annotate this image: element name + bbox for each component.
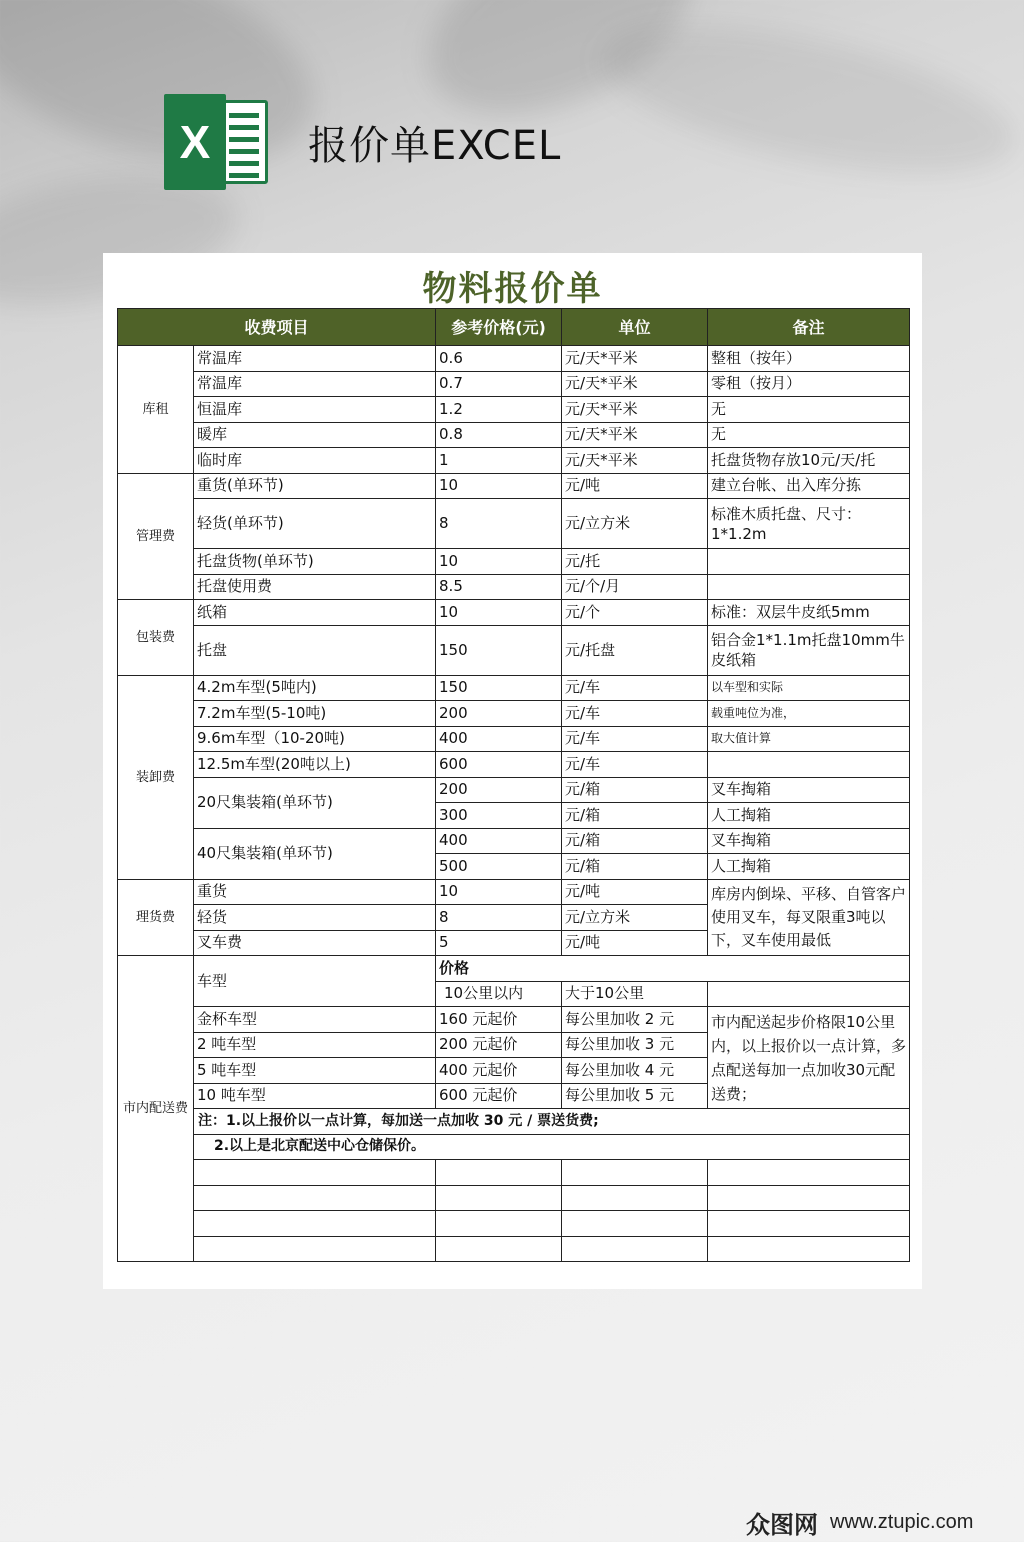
price-cell: 200 元起价 — [436, 1032, 562, 1058]
table-row — [118, 701, 910, 727]
table-row — [118, 499, 910, 549]
item-cell: 20尺集装箱(单环节) — [194, 777, 436, 828]
item-cell: 轻货(单环节) — [194, 499, 436, 549]
note-cell: 托盘货物存放10元/天/托 — [708, 448, 910, 474]
price-cell: 8 — [436, 905, 562, 931]
price-cell: 0.6 — [436, 346, 562, 372]
table-row — [118, 777, 910, 803]
note-cell: 铝合金1*1.1m托盘10mm牛皮纸箱 — [708, 625, 910, 675]
table-row — [118, 473, 910, 499]
table-row — [118, 625, 910, 675]
sub-header-within: 10公里以内 — [436, 981, 562, 1007]
note-cell: 载重吨位为准， — [708, 701, 910, 727]
item-cell: 常温库 — [194, 346, 436, 372]
table-row — [118, 1007, 910, 1033]
footnote-1: 注：1.以上报价以一点计算，每加送一点加收 30 元 / 票送货费; — [194, 1109, 910, 1135]
item-cell: 暖库 — [194, 422, 436, 448]
item-cell: 12.5m车型(20吨以上) — [194, 752, 436, 778]
unit-cell: 元/天*平米 — [562, 371, 708, 397]
unit-cell: 元/天*平米 — [562, 448, 708, 474]
unit-cell: 元/托盘 — [562, 625, 708, 675]
empty-row — [118, 1236, 910, 1262]
table-row — [118, 1134, 910, 1160]
item-cell: 金杯车型 — [194, 1007, 436, 1033]
unit-cell: 元/个/月 — [562, 574, 708, 600]
quote-table — [117, 308, 910, 1262]
price-label: 价格 — [436, 956, 910, 982]
note-cell: 零租（按月） — [708, 371, 910, 397]
col-header-unit: 单位 — [562, 309, 708, 346]
item-cell: 重货 — [194, 879, 436, 905]
table-row — [118, 448, 910, 474]
price-cell: 600 — [436, 752, 562, 778]
item-cell: 重货(单环节) — [194, 473, 436, 499]
note-cell — [708, 981, 910, 1007]
category-management: 管理费 — [118, 473, 194, 600]
category-loading: 装卸费 — [118, 675, 194, 879]
empty-row — [118, 1185, 910, 1211]
col-header-note: 备注 — [708, 309, 910, 346]
handling-note: 库房内倒垛、平移、自管客户使用叉车，每叉限重3吨以下，叉车使用最低 — [711, 884, 907, 949]
page-title: 报价单EXCEL — [308, 122, 562, 169]
price-cell: 500 — [436, 854, 562, 880]
table-row — [118, 675, 910, 701]
item-cell: 常温库 — [194, 371, 436, 397]
item-cell: 叉车费 — [194, 930, 436, 956]
unit-cell: 元/箱 — [562, 777, 708, 803]
price-cell: 1 — [436, 448, 562, 474]
item-cell: 托盘货物(单环节) — [194, 549, 436, 575]
price-cell: 600 元起价 — [436, 1083, 562, 1109]
table-row — [118, 879, 910, 905]
page-header — [164, 94, 561, 190]
unit-cell: 元/个 — [562, 600, 708, 626]
note-cell: 标准：双层牛皮纸5mm — [708, 600, 910, 626]
unit-cell: 元/箱 — [562, 828, 708, 854]
table-row — [118, 346, 910, 372]
unit-cell: 每公里加收 2 元 — [562, 1007, 708, 1033]
price-cell: 0.8 — [436, 422, 562, 448]
item-cell: 托盘 — [194, 625, 436, 675]
category-handling: 理货费 — [118, 879, 194, 956]
category-storage: 库租 — [118, 346, 194, 474]
note-cell — [708, 574, 910, 600]
unit-cell: 元/车 — [562, 726, 708, 752]
vehicle-label: 车型 — [194, 956, 436, 1007]
col-header-item: 收费项目 — [118, 309, 436, 346]
item-cell: 2 吨车型 — [194, 1032, 436, 1058]
table-row — [118, 422, 910, 448]
unit-cell: 元/天*平米 — [562, 397, 708, 423]
watermark — [746, 1505, 973, 1540]
note-cell — [708, 752, 910, 778]
unit-cell: 元/箱 — [562, 803, 708, 829]
unit-cell: 元/吨 — [562, 473, 708, 499]
price-cell: 5 — [436, 930, 562, 956]
price-cell: 150 — [436, 675, 562, 701]
unit-cell: 元/吨 — [562, 879, 708, 905]
unit-cell: 元/车 — [562, 752, 708, 778]
table-row — [118, 726, 910, 752]
table-row — [118, 956, 910, 982]
watermark-logo: 众图网 — [746, 1511, 818, 1539]
item-cell: 轻货 — [194, 905, 436, 931]
note-cell: 无 — [708, 397, 910, 423]
item-cell: 纸箱 — [194, 600, 436, 626]
item-cell: 40尺集装箱(单环节) — [194, 828, 436, 879]
price-cell: 200 — [436, 777, 562, 803]
note-cell: 人工掏箱 — [708, 854, 910, 880]
note-cell: 叉车掏箱 — [708, 777, 910, 803]
header-row — [118, 309, 910, 346]
unit-cell: 元/车 — [562, 675, 708, 701]
price-cell: 300 — [436, 803, 562, 829]
sub-header-beyond: 大于10公里 — [562, 981, 708, 1007]
unit-cell: 每公里加收 3 元 — [562, 1032, 708, 1058]
table-row — [118, 574, 910, 600]
price-cell: 10 — [436, 879, 562, 905]
price-cell: 10 — [436, 549, 562, 575]
unit-cell: 元/吨 — [562, 930, 708, 956]
item-cell: 4.2m车型(5吨内) — [194, 675, 436, 701]
item-cell: 9.6m车型（10-20吨) — [194, 726, 436, 752]
note-cell: 建立台帐、出入库分拣 — [708, 473, 910, 499]
col-header-price: 参考价格(元) — [436, 309, 562, 346]
table-row — [118, 1109, 910, 1135]
price-cell: 200 — [436, 701, 562, 727]
footnote-2: 2.以上是北京配送中心仓储保价。 — [194, 1134, 910, 1160]
unit-cell: 元/箱 — [562, 854, 708, 880]
note-cell: 取大值计算 — [708, 726, 910, 752]
document-title: 物料报价单 — [422, 269, 603, 309]
watermark-url: www.ztupic.com — [830, 1511, 974, 1533]
price-cell: 10 — [436, 473, 562, 499]
quote-document — [103, 253, 922, 1289]
note-cell: 无 — [708, 422, 910, 448]
delivery-note: 市内配送起步价格限10公里内，以上报价以一点计算，多点配送每加一点加收30元配送费； — [708, 1007, 910, 1109]
unit-cell: 元/立方米 — [562, 499, 708, 549]
note-cell: 叉车掏箱 — [708, 828, 910, 854]
price-cell: 150 — [436, 625, 562, 675]
table-row — [118, 371, 910, 397]
table-row — [118, 549, 910, 575]
note-cell: 标准木质托盘、尺寸：1*1.2m — [708, 499, 910, 549]
note-cell: 以车型和实际 — [708, 675, 910, 701]
note-cell: 整租（按年） — [708, 346, 910, 372]
note-cell — [708, 549, 910, 575]
price-cell: 400 元起价 — [436, 1058, 562, 1084]
background-shadow — [592, 0, 1024, 202]
note-cell: 人工掏箱 — [708, 803, 910, 829]
price-cell: 400 — [436, 726, 562, 752]
price-cell: 400 — [436, 828, 562, 854]
price-cell: 8.5 — [436, 574, 562, 600]
empty-row — [118, 1211, 910, 1237]
table-row — [118, 828, 910, 854]
item-cell: 5 吨车型 — [194, 1058, 436, 1084]
category-packing: 包装费 — [118, 600, 194, 676]
price-cell: 8 — [436, 499, 562, 549]
category-delivery: 市内配送费 — [118, 956, 194, 1262]
unit-cell: 元/天*平米 — [562, 346, 708, 372]
excel-icon — [164, 94, 272, 190]
price-cell: 1.2 — [436, 397, 562, 423]
unit-cell: 元/天*平米 — [562, 422, 708, 448]
price-cell: 0.7 — [436, 371, 562, 397]
item-cell: 恒温库 — [194, 397, 436, 423]
item-cell: 托盘使用费 — [194, 574, 436, 600]
unit-cell: 每公里加收 4 元 — [562, 1058, 708, 1084]
note-cell — [708, 879, 910, 956]
unit-cell: 每公里加收 5 元 — [562, 1083, 708, 1109]
table-row — [118, 752, 910, 778]
item-cell: 临时库 — [194, 448, 436, 474]
table-row — [118, 397, 910, 423]
unit-cell: 元/立方米 — [562, 905, 708, 931]
empty-row — [118, 1160, 910, 1186]
price-cell: 10 — [436, 600, 562, 626]
unit-cell: 元/车 — [562, 701, 708, 727]
table-row — [118, 600, 910, 626]
unit-cell: 元/托 — [562, 549, 708, 575]
excel-letter: X — [164, 94, 226, 190]
price-cell: 160 元起价 — [436, 1007, 562, 1033]
item-cell: 10 吨车型 — [194, 1083, 436, 1109]
item-cell: 7.2m车型(5-10吨) — [194, 701, 436, 727]
